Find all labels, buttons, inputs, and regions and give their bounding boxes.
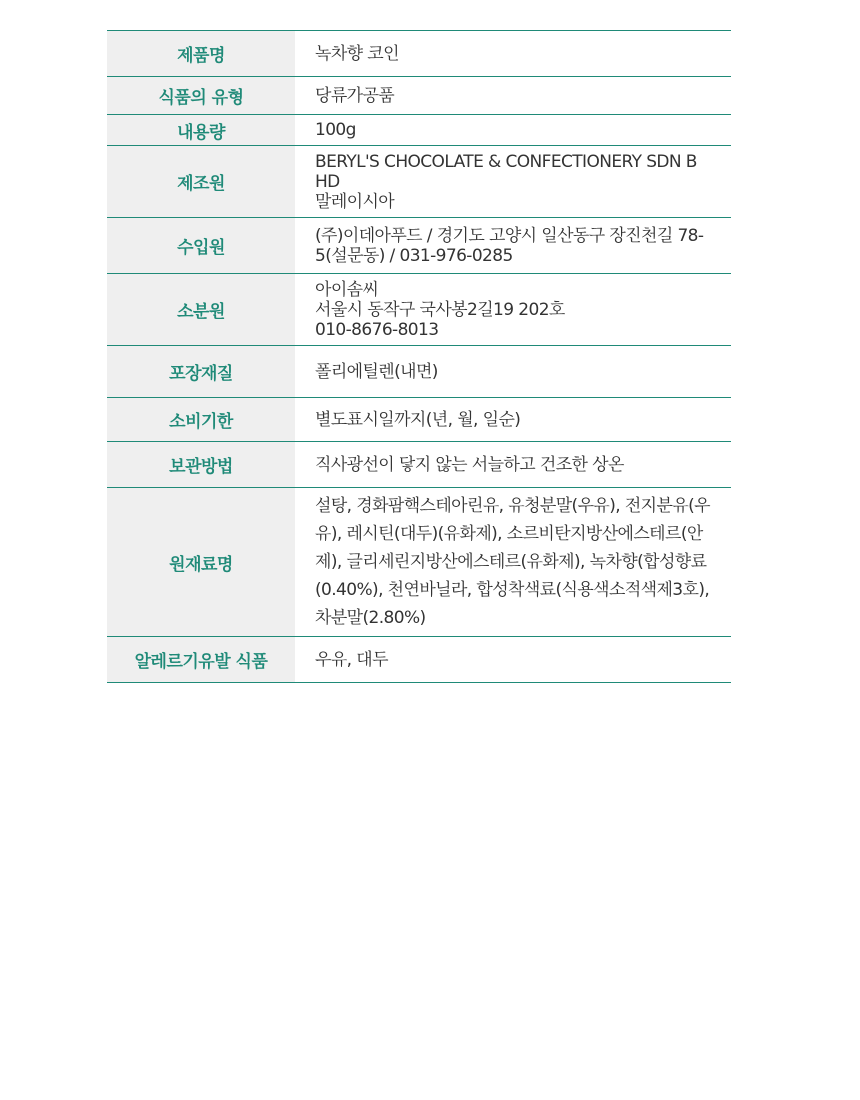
value-manufacturer [295,146,731,217]
label-net-content: 내용량 [107,115,295,145]
value-repackager [295,274,731,345]
value-line: 유), 레시틴(대두)(유화제), 소르비탄지방산에스테르(안 [315,524,703,544]
label-importer: 수입원 [107,218,295,273]
value-line: 별도표시일까지(년, 월, 일순) [315,409,521,430]
label-expiry: 소비기한 [107,398,295,441]
value-expiry [295,398,731,441]
value-allergens [295,637,731,682]
value-line: 말레이시아 [315,191,395,212]
value-line: 당류가공품 [315,85,395,106]
value-net-content [295,115,731,145]
value-line: 설탕, 경화팜핵스테아린유, 유청분말(우유), 전지분유(우 [315,496,711,516]
value-line: 직사광선이 닿지 않는 서늘하고 건조한 상온 [315,454,624,475]
row-ingredients [107,488,731,637]
row-product-name [107,31,731,77]
label-packaging: 포장재질 [107,346,295,397]
product-info-table [107,30,731,683]
row-expiry [107,398,731,442]
value-line: 5(설문동) / 031-976-0285 [315,245,513,266]
row-manufacturer [107,146,731,218]
value-line: 제), 글리세린지방산에스테르(유화제), 녹차향(합성향료 [315,552,707,572]
label-allergens: 알레르기유발 식품 [107,637,295,682]
label-food-type: 식품의 유형 [107,77,295,114]
value-storage [295,442,731,487]
label-ingredients: 원재료명 [107,488,295,636]
value-packaging [295,346,731,397]
row-net-content [107,115,731,146]
value-line: BERYL'S CHOCOLATE & CONFECTIONERY SDN B [315,151,697,172]
label-storage: 보관방법 [107,442,295,487]
value-line: 녹차향 코인 [315,43,399,64]
value-line: 100g [315,120,356,140]
value-product-name [295,31,731,76]
value-line: (0.40%), 천연바닐라, 합성착색료(식용색소적색제3호), [315,580,710,600]
value-line: HD [315,171,340,192]
value-line: 폴리에틸렌(내면) [315,361,438,382]
label-product-name: 제품명 [107,31,295,76]
row-repackager [107,274,731,346]
value-line: 아이솜씨 [315,279,379,300]
value-line: 서울시 동작구 국사봉2길19 202호 [315,299,565,320]
value-line: 010-8676-8013 [315,319,439,340]
value-line: (주)이데아푸드 / 경기도 고양시 일산동구 장진천길 78- [315,225,704,246]
value-line: 우유, 대두 [315,649,388,670]
value-ingredients [295,488,731,636]
row-storage [107,442,731,488]
value-importer [295,218,731,273]
value-line: 차분말(2.80%) [315,608,426,628]
label-repackager: 소분원 [107,274,295,345]
row-importer [107,218,731,274]
row-allergens [107,637,731,683]
label-manufacturer: 제조원 [107,146,295,217]
row-packaging [107,346,731,398]
value-food-type [295,77,731,114]
row-food-type [107,77,731,115]
